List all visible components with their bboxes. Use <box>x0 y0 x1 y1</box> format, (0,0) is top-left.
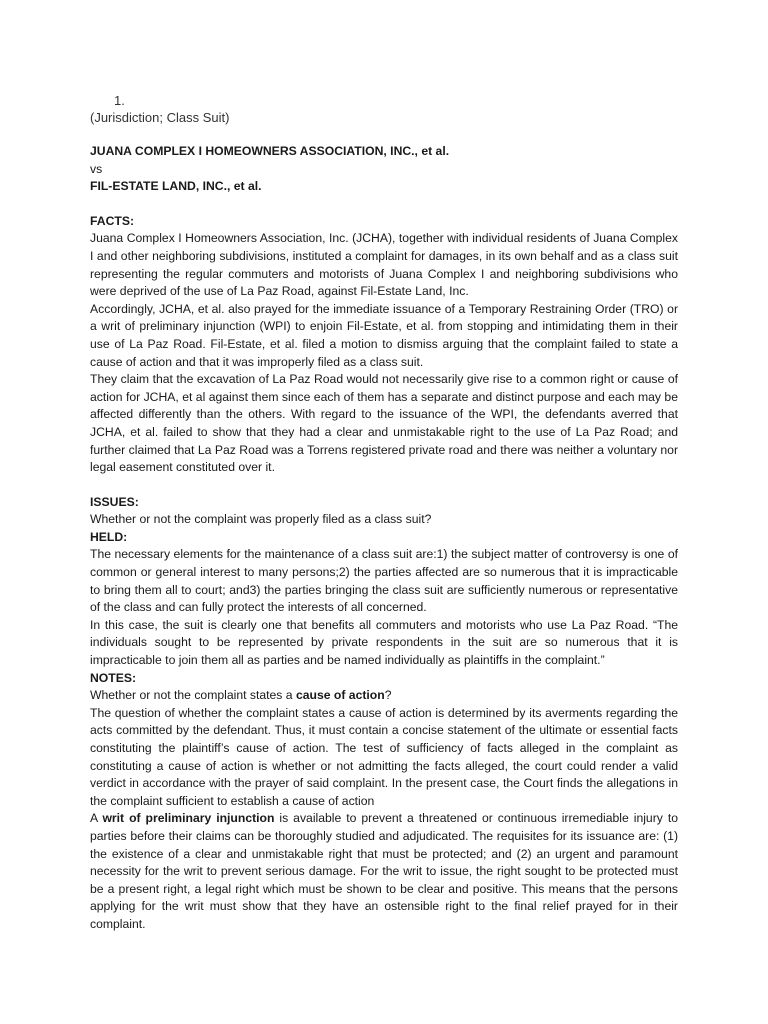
notes-p2-prefix: A <box>90 811 103 826</box>
held-paragraph-2: In this case, the suit is clearly one that benefits all commuters and motorists who use La Paz Road. “The individuals sought to be represented by private respondents in the suit are so numerous that it is impracticable to join them all as parties and be named individually as plaintiffs in the complaint.” <box>90 617 678 668</box>
defendant-name: FIL-ESTATE LAND, INC., et al. <box>90 179 262 194</box>
facts-heading: FACTS: <box>90 213 135 228</box>
notes-question-prefix: Whether or not the complaint states a <box>90 688 296 703</box>
versus-label: vs <box>90 161 103 176</box>
notes-paragraph-2 <box>90 810 678 933</box>
notes-p2-bold: writ of preliminary injunction <box>102 811 275 826</box>
held-heading: HELD: <box>90 529 128 544</box>
notes-question-suffix: ? <box>384 688 392 703</box>
category-label: (Jurisdiction; Class Suit) <box>90 110 230 125</box>
held-paragraph-1: The necessary elements for the maintenance of a class suit are:1) the subject matter of controversy is one of common or general interest to many persons;2) the parties affected are so numerous that it is impracticable to bring them all to court; and3) the parties bringing the class suit are sufficiently numerous or representative of the class and can fully protect the interests of all concerned. <box>90 547 678 615</box>
notes-p2-rest: is available to prevent a threatened or continuous irremediable injury to parties before their claims can be thoroughly studied and adjudicated. The requisites for its issuance are: (1) the existence of a clear and unmistakable right that must be protected; and (2) an urgent and paramount necessity for the writ to prevent serious damage. For the writ to issue, the right sought to be protected must be a present right, a legal right which must be shown to be clear and positive. This means that the persons applying for the writ must show that they have an ostensible right to the final relief prayed for in their complaint. <box>90 811 678 931</box>
issues-heading: ISSUES: <box>90 494 139 509</box>
issues-text: Whether or not the complaint was properly filed as a class suit? <box>90 512 432 527</box>
facts-paragraph-1: Juana Complex I Homeowners Association, Inc. (JCHA), together with individual residents of Juana Complex I and other neighboring subdivisions, instituted a complaint for damages, in its own behalf and as a class suit representing the regular commuters and motorists of Juana Complex I and neighboring subdivisions who were deprived of the use of La Paz Road, against Fil-Estate Land, Inc. <box>90 231 678 299</box>
notes-question <box>90 687 678 705</box>
facts-paragraph-3: They claim that the excavation of La Paz Road would not necessarily give rise to a common right or cause of action for JCHA, et al against them since each of them has a separate and distinct purpose and each may be affected differently than the others. With regard to the issuance of the WPI, the defendants averred that JCHA, et al. failed to show that they had a clear and unmistakable right to the use of La Paz Road; and further claimed that La Paz Road was a Torrens registered private road and there was neither a voluntary nor legal easement constituted over it. <box>90 372 678 475</box>
notes-paragraph-1: The question of whether the complaint states a cause of action is determined by its averments regarding the acts committed by the defendant. Thus, it must contain a concise statement of the ultimate or essential facts constituting the plaintiff’s cause of action. The test of sufficiency of facts alleged in the complaint as constituting a cause of action is whether or not admitting the facts alleged, the court could render a valid verdict in accordance with the prayer of said complaint. In the present case, the Court finds the allegations in the complaint sufficient to establish a cause of action <box>90 705 678 808</box>
facts-paragraph-2: Accordingly, JCHA, et al. also prayed for the immediate issuance of a Temporary Restraining Order (TRO) or a writ of preliminary injunction (WPI) to enjoin Fil-Estate, et al. from stopping and intimidating them in their use of La Paz Road. Fil-Estate, et al. filed a motion to dismiss arguing that the complaint failed to state a cause of action and that it was improperly filed as a class suit. <box>90 301 678 369</box>
notes-question-bold: cause of action <box>295 688 385 703</box>
notes-heading: NOTES: <box>90 670 137 685</box>
item-number: 1. <box>114 93 125 108</box>
document-page <box>90 92 678 934</box>
plaintiff-name: JUANA COMPLEX I HOMEOWNERS ASSOCIATION, INC., et al. <box>90 144 450 158</box>
